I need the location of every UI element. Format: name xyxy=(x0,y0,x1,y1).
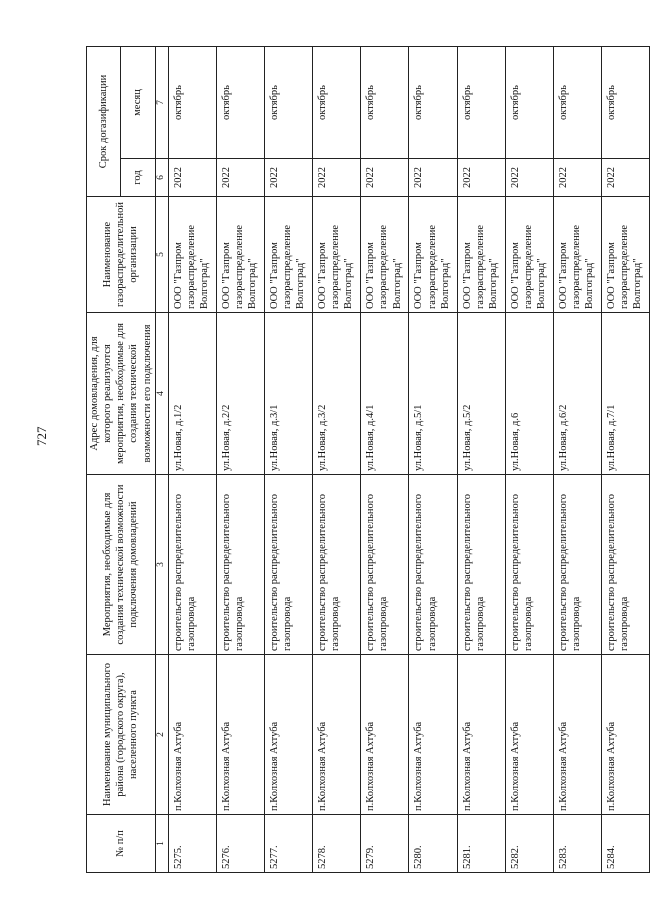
organization-cell: ООО "Газпром газораспределение Волгоград" xyxy=(361,197,409,313)
header-month: месяц xyxy=(121,46,155,158)
header-year: год xyxy=(121,159,155,197)
month-cell: октябрь xyxy=(361,46,409,158)
row-number: 5275. xyxy=(168,815,216,873)
year-cell: 2022 xyxy=(264,159,312,197)
row-number: 5279. xyxy=(361,815,409,873)
organization-cell: ООО "Газпром газораспределение Волгоград" xyxy=(409,197,457,313)
column-number: 4 xyxy=(155,313,168,475)
organization-cell: ООО "Газпром газораспределение Волгоград" xyxy=(168,197,216,313)
address-cell: ул.Новая, д.1/2 xyxy=(168,313,216,475)
row-number: 5280. xyxy=(409,815,457,873)
table-row xyxy=(505,46,553,872)
table-row xyxy=(361,46,409,872)
header-row xyxy=(87,46,121,872)
month-cell: октябрь xyxy=(409,46,457,158)
measure-cell: строительство распределительного газопровода xyxy=(554,475,602,655)
organization-cell: ООО "Газпром газораспределение Волгоград" xyxy=(264,197,312,313)
locality-cell: п.Колхозная Ахтуба xyxy=(554,655,602,815)
table-row xyxy=(409,46,457,872)
month-cell: октябрь xyxy=(505,46,553,158)
locality-cell: п.Колхозная Ахтуба xyxy=(361,655,409,815)
column-number: 7 xyxy=(155,46,168,158)
address-cell: ул.Новая, д.6 xyxy=(505,313,553,475)
header-num: № п/п xyxy=(87,815,156,873)
measure-cell: строительство распределительного газопровода xyxy=(264,475,312,655)
address-cell: ул.Новая, д.6/2 xyxy=(554,313,602,475)
measure-cell: строительство распределительного газопровода xyxy=(505,475,553,655)
locality-cell: п.Колхозная Ахтуба xyxy=(602,655,650,815)
address-cell: ул.Новая, д.2/2 xyxy=(216,313,264,475)
row-number: 5283. xyxy=(554,815,602,873)
address-cell: ул.Новая, д.5/2 xyxy=(457,313,505,475)
locality-cell: п.Колхозная Ахтуба xyxy=(216,655,264,815)
organization-cell: ООО "Газпром газораспределение Волгоград" xyxy=(216,197,264,313)
organization-cell: ООО "Газпром газораспределение Волгоград" xyxy=(457,197,505,313)
table-row xyxy=(216,46,264,872)
row-number: 5277. xyxy=(264,815,312,873)
gasification-table xyxy=(86,46,650,873)
month-cell: октябрь xyxy=(168,46,216,158)
header-term: Срок догазификации xyxy=(87,46,121,196)
header-organization: Наименование газораспределительной организации xyxy=(87,197,156,313)
locality-cell: п.Колхозная Ахтуба xyxy=(457,655,505,815)
year-cell: 2022 xyxy=(457,159,505,197)
locality-cell: п.Колхозная Ахтуба xyxy=(264,655,312,815)
address-cell: ул.Новая, д.5/1 xyxy=(409,313,457,475)
year-cell: 2022 xyxy=(168,159,216,197)
locality-cell: п.Колхозная Ахтуба xyxy=(313,655,361,815)
address-cell: ул.Новая, д.3/2 xyxy=(313,313,361,475)
row-number: 5284. xyxy=(602,815,650,873)
locality-cell: п.Колхозная Ахтуба xyxy=(409,655,457,815)
table-row xyxy=(457,46,505,872)
measure-cell: строительство распределительного газопровода xyxy=(457,475,505,655)
header-address: Адрес домовладения, для которого реализуются мероприятия, необходимые для создания технической возможности его подключения xyxy=(87,313,156,475)
table-row xyxy=(264,46,312,872)
year-cell: 2022 xyxy=(216,159,264,197)
column-number-row xyxy=(155,46,168,872)
organization-cell: ООО "Газпром газораспределение Волгоград" xyxy=(554,197,602,313)
measure-cell: строительство распределительного газопровода xyxy=(313,475,361,655)
row-number: 5276. xyxy=(216,815,264,873)
column-number: 6 xyxy=(155,159,168,197)
row-number: 5281. xyxy=(457,815,505,873)
locality-cell: п.Колхозная Ахтуба xyxy=(168,655,216,815)
table-row xyxy=(554,46,602,872)
organization-cell: ООО "Газпром газораспределение Волгоград" xyxy=(505,197,553,313)
header-measures: Мероприятия, необходимые для создания технической возможности подключения домовладений xyxy=(87,475,156,655)
rotated-table-container xyxy=(86,47,644,873)
measure-cell: строительство распределительного газопровода xyxy=(361,475,409,655)
page-number: 727 xyxy=(34,426,49,446)
locality-cell: п.Колхозная Ахтуба xyxy=(505,655,553,815)
organization-cell: ООО "Газпром газораспределение Волгоград" xyxy=(602,197,650,313)
address-cell: ул.Новая, д.4/1 xyxy=(361,313,409,475)
month-cell: октябрь xyxy=(602,46,650,158)
row-number: 5282. xyxy=(505,815,553,873)
address-cell: ул.Новая, д.3/1 xyxy=(264,313,312,475)
year-cell: 2022 xyxy=(602,159,650,197)
table-row xyxy=(168,46,216,872)
year-cell: 2022 xyxy=(554,159,602,197)
month-cell: октябрь xyxy=(264,46,312,158)
year-cell: 2022 xyxy=(361,159,409,197)
month-cell: октябрь xyxy=(457,46,505,158)
column-number: 1 xyxy=(155,815,168,873)
year-cell: 2022 xyxy=(505,159,553,197)
header-municipality: Наименование муниципального района (городского округа), населенного пункта xyxy=(87,655,156,815)
table-row xyxy=(313,46,361,872)
column-number: 2 xyxy=(155,655,168,815)
row-number: 5278. xyxy=(313,815,361,873)
month-cell: октябрь xyxy=(216,46,264,158)
year-cell: 2022 xyxy=(409,159,457,197)
year-cell: 2022 xyxy=(313,159,361,197)
address-cell: ул.Новая, д.7/1 xyxy=(602,313,650,475)
month-cell: октябрь xyxy=(313,46,361,158)
measure-cell: строительство распределительного газопровода xyxy=(216,475,264,655)
measure-cell: строительство распределительного газопровода xyxy=(168,475,216,655)
month-cell: октябрь xyxy=(554,46,602,158)
table-row xyxy=(602,46,650,872)
column-number: 5 xyxy=(155,197,168,313)
column-number: 3 xyxy=(155,475,168,655)
measure-cell: строительство распределительного газопровода xyxy=(409,475,457,655)
organization-cell: ООО "Газпром газораспределение Волгоград" xyxy=(313,197,361,313)
measure-cell: строительство распределительного газопровода xyxy=(602,475,650,655)
